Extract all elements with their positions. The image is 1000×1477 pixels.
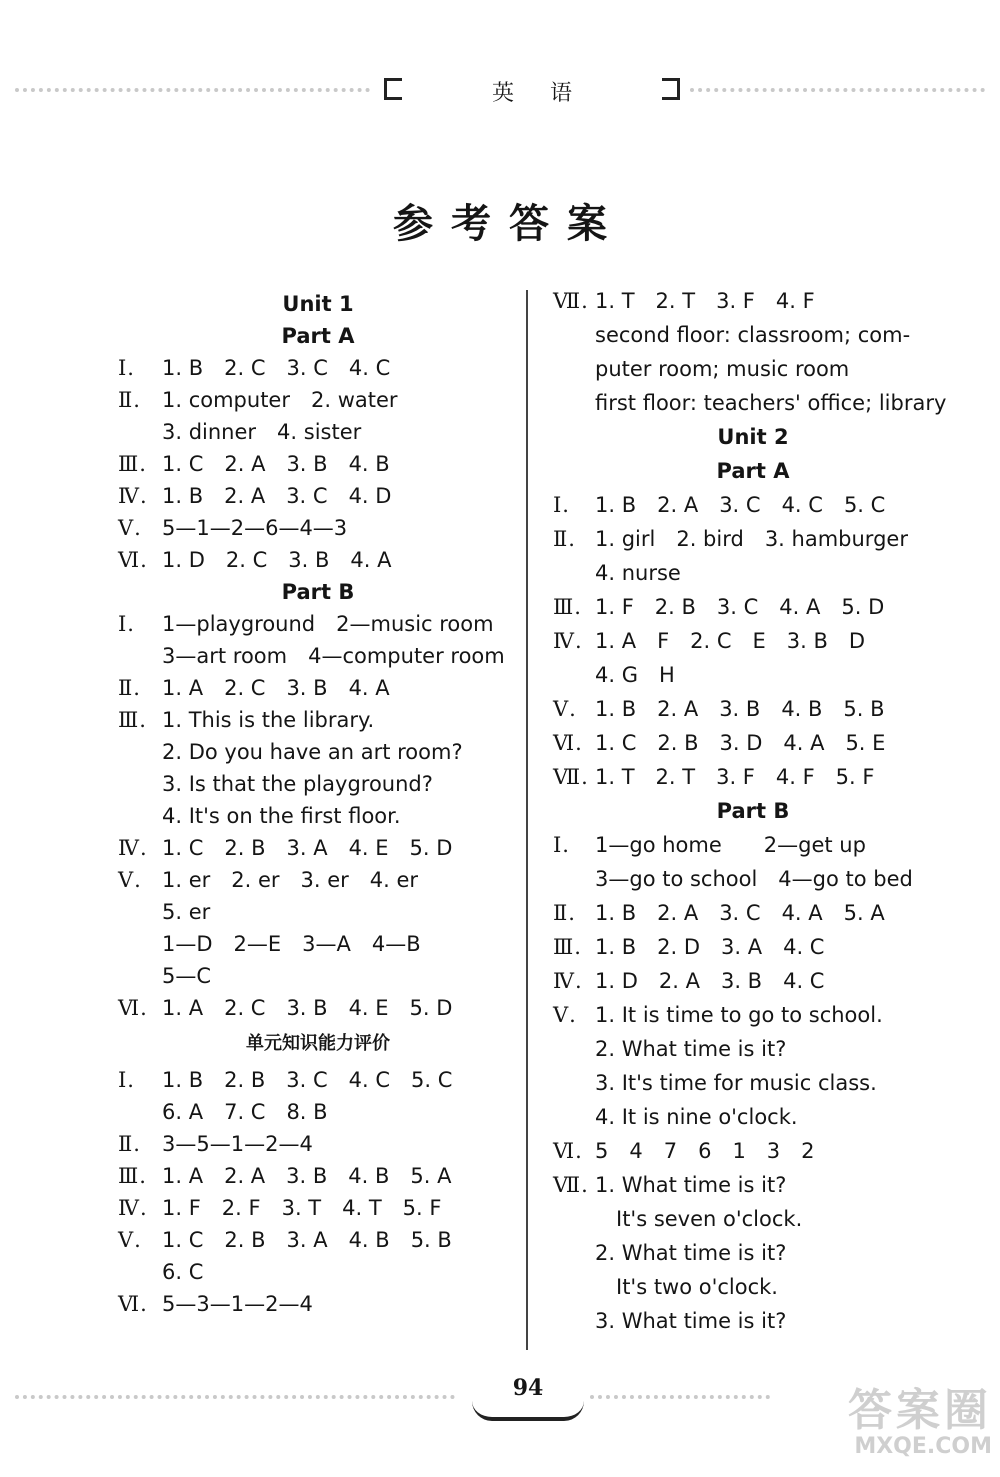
- answer-text: first floor: teachers' office; library: [595, 391, 947, 415]
- question-number: Ⅰ.: [118, 1068, 135, 1092]
- answer-line: [553, 658, 953, 692]
- answer-text: 3—art room 4—computer room: [162, 644, 505, 668]
- question-number: Ⅶ.: [553, 1173, 589, 1197]
- question-number: Ⅵ.: [553, 731, 583, 755]
- watermark-top-text: 答案圈: [848, 1385, 992, 1436]
- answer-text: 1—D 2—E 3—A 4—B: [162, 932, 421, 956]
- answer-text: 1. C 2. B 3. D 4. A 5. E: [595, 731, 886, 755]
- answer-text: 6. A 7. C 8. B: [162, 1100, 328, 1124]
- question-number: Ⅱ.: [553, 901, 576, 925]
- answer-text: 3—go to school 4—go to bed: [595, 867, 913, 891]
- question-number: Ⅵ.: [553, 1139, 583, 1163]
- answer-line: [553, 1202, 953, 1236]
- answer-line: [118, 416, 518, 448]
- question-number: Ⅵ.: [118, 1292, 148, 1316]
- answer-text: 3. It's time for music class.: [595, 1071, 877, 1095]
- answer-line: [553, 828, 953, 862]
- question-number: Ⅲ.: [118, 452, 147, 476]
- answer-line: [118, 1256, 518, 1288]
- page-header: [0, 60, 1000, 120]
- answer-text: 1. girl 2. bird 3. hamburger: [595, 527, 908, 551]
- answer-line: [118, 1192, 518, 1224]
- answer-text: 4. G H: [595, 663, 675, 687]
- question-number: Ⅲ.: [118, 1164, 147, 1188]
- question-number: Ⅴ.: [118, 1228, 142, 1252]
- answer-line: [553, 488, 953, 522]
- answer-text: 1. C 2. B 3. A 4. B 5. B: [162, 1228, 452, 1252]
- answer-line: [553, 1236, 953, 1270]
- answer-text: 3. What time is it?: [595, 1309, 787, 1333]
- answer-line: [118, 1224, 518, 1256]
- answer-line: [553, 522, 953, 556]
- question-number: Ⅰ.: [553, 493, 570, 517]
- answer-line: [118, 352, 518, 384]
- answer-line: [553, 726, 953, 760]
- answer-line: [118, 608, 518, 640]
- answer-line: [553, 930, 953, 964]
- section-heading: Part B: [716, 799, 790, 823]
- answer-line: [553, 862, 953, 896]
- answer-text: 1. D 2. A 3. B 4. C: [595, 969, 825, 993]
- footer-dots-left: [15, 1395, 455, 1399]
- answer-line: [553, 998, 953, 1032]
- answer-line: [553, 624, 953, 658]
- answer-text: 3. Is that the playground?: [162, 772, 433, 796]
- question-number: Ⅵ.: [118, 996, 148, 1020]
- answer-line: [118, 768, 518, 800]
- answer-line: [118, 704, 518, 736]
- question-number: Ⅴ.: [553, 697, 577, 721]
- question-number: Ⅶ.: [553, 289, 589, 313]
- answer-line: [118, 736, 518, 768]
- right-answer-column: [553, 284, 953, 1338]
- answer-text: 1. It is time to go to school.: [595, 1003, 883, 1027]
- banner-bracket-right-icon: [662, 78, 680, 100]
- question-number: Ⅱ.: [553, 527, 576, 551]
- answer-line: [553, 1100, 953, 1134]
- answer-text: 1. A 2. C 3. B 4. A: [162, 676, 390, 700]
- column-divider: [526, 290, 528, 1350]
- answer-line: [118, 640, 518, 672]
- question-number: Ⅲ.: [553, 935, 582, 959]
- watermark-logo: [782, 1387, 992, 1459]
- answer-line: [118, 896, 518, 928]
- answer-line: [118, 1128, 518, 1160]
- answer-line: [553, 896, 953, 930]
- answer-line: [118, 448, 518, 480]
- answer-line: [118, 864, 518, 896]
- answer-text: second floor: classroom; com-: [595, 323, 911, 347]
- answer-line: [553, 318, 953, 352]
- answer-line: [118, 1160, 518, 1192]
- answer-text: 1. B 2. C 3. C 4. C: [162, 356, 391, 380]
- answer-line: [118, 928, 518, 960]
- answer-text: 1. B 2. A 3. B 4. B 5. B: [595, 697, 885, 721]
- question-number: Ⅰ.: [118, 356, 135, 380]
- answer-text: 1. This is the library.: [162, 708, 375, 732]
- question-number: Ⅴ.: [118, 516, 142, 540]
- left-answer-column: [118, 288, 518, 1320]
- section-heading: Part A: [281, 324, 355, 348]
- answer-text: 2. What time is it?: [595, 1241, 787, 1265]
- answer-text: 1. D 2. C 3. B 4. A: [162, 548, 392, 572]
- answer-line: [553, 590, 953, 624]
- page-number: 94: [512, 1375, 544, 1401]
- header-dots-left: [15, 88, 370, 92]
- watermark-bottom-text: MXQE.COM: [854, 1434, 992, 1459]
- answer-text: 5—3—1—2—4: [162, 1292, 313, 1316]
- question-number: Ⅳ.: [553, 629, 583, 653]
- answer-text: 1. A 2. A 3. B 4. B 5. A: [162, 1164, 452, 1188]
- answer-text: 1. F 2. B 3. C 4. A 5. D: [595, 595, 885, 619]
- answer-line: [118, 672, 518, 704]
- answer-text: 1. A 2. C 3. B 4. E 5. D: [162, 996, 453, 1020]
- page-footer: [0, 1375, 1000, 1459]
- answer-text: 1. F 2. F 3. T 4. T 5. F: [162, 1196, 442, 1220]
- question-number: Ⅱ.: [118, 1132, 141, 1156]
- question-number: Ⅳ.: [553, 969, 583, 993]
- answer-line: [553, 556, 953, 590]
- question-number: Ⅲ.: [553, 595, 582, 619]
- answer-text: 5—C: [162, 964, 212, 988]
- answer-text: 1. computer 2. water: [162, 388, 398, 412]
- answer-line: [553, 1304, 953, 1338]
- question-number: Ⅳ.: [118, 836, 148, 860]
- answer-text: 1. B 2. A 3. C 4. C 5. C: [595, 493, 886, 517]
- answer-text: It's two o'clock.: [595, 1275, 778, 1299]
- answer-line: [118, 512, 518, 544]
- answer-text: 1. T 2. T 3. F 4. F 5. F: [595, 765, 875, 789]
- section-heading: Part A: [716, 459, 790, 483]
- question-number: Ⅱ.: [118, 388, 141, 412]
- question-number: Ⅰ.: [118, 612, 135, 636]
- answer-line: [553, 760, 953, 794]
- answer-text: 1. B 2. A 3. C 4. D: [162, 484, 392, 508]
- section-heading: Unit 2: [717, 425, 789, 449]
- answer-text: 4. It is nine o'clock.: [595, 1105, 798, 1129]
- subject-banner: [384, 74, 680, 104]
- question-number: Ⅴ.: [553, 1003, 577, 1027]
- answer-text: 4. It's on the first floor.: [162, 804, 401, 828]
- answer-text: 1. er 2. er 3. er 4. er: [162, 868, 419, 892]
- subject-label: 英语: [491, 81, 608, 106]
- answer-line: [118, 480, 518, 512]
- answer-text: 1. B 2. A 3. C 4. A 5. A: [595, 901, 885, 925]
- question-number: Ⅳ.: [118, 484, 148, 508]
- header-dots-right: [690, 88, 985, 92]
- answer-line: [118, 1096, 518, 1128]
- answer-text: 2. Do you have an art room?: [162, 740, 463, 764]
- section-heading: 单元知识能力评价: [246, 1033, 390, 1054]
- answer-text: 4. nurse: [595, 561, 681, 585]
- question-number: Ⅰ.: [553, 833, 570, 857]
- question-number: Ⅵ.: [118, 548, 148, 572]
- question-number: Ⅳ.: [118, 1196, 148, 1220]
- answer-line: [553, 1134, 953, 1168]
- answer-line: [118, 960, 518, 992]
- answer-text: It's seven o'clock.: [595, 1207, 803, 1231]
- answer-text: 5 4 7 6 1 3 2: [595, 1139, 815, 1163]
- answer-line: [118, 1064, 518, 1096]
- question-number: Ⅴ.: [118, 868, 142, 892]
- answer-line: [553, 1168, 953, 1202]
- answer-line: [553, 1066, 953, 1100]
- answer-text: 5. er: [162, 900, 211, 924]
- answer-line: [553, 692, 953, 726]
- question-number: Ⅲ.: [118, 708, 147, 732]
- answer-text: 1. C 2. A 3. B 4. B: [162, 452, 390, 476]
- answer-line: [118, 832, 518, 864]
- footer-dots-right: [590, 1395, 770, 1399]
- answer-line: [118, 992, 518, 1024]
- answer-text: 1. C 2. B 3. A 4. E 5. D: [162, 836, 453, 860]
- answer-text: 1. What time is it?: [595, 1173, 787, 1197]
- answer-line: [553, 964, 953, 998]
- answer-text: 1. T 2. T 3. F 4. F: [595, 289, 815, 313]
- answer-line: [553, 386, 953, 420]
- page-title: 参考答案: [393, 200, 625, 247]
- section-heading: Unit 1: [282, 292, 354, 316]
- question-number: Ⅶ.: [553, 765, 589, 789]
- section-heading: Part B: [281, 580, 355, 604]
- answer-line: [118, 800, 518, 832]
- answer-line: [553, 352, 953, 386]
- answer-text: 3. dinner 4. sister: [162, 420, 362, 444]
- answer-text: 1. B 2. B 3. C 4. C 5. C: [162, 1068, 453, 1092]
- page-number-swoosh-icon: [472, 1401, 584, 1421]
- answer-text: 5—1—2—6—4—3: [162, 516, 348, 540]
- answer-text: 1—playground 2—music room: [162, 612, 494, 636]
- answer-line: [118, 384, 518, 416]
- answer-text: 1. B 2. D 3. A 4. C: [595, 935, 825, 959]
- answer-line: [118, 544, 518, 576]
- answer-line: [553, 284, 953, 318]
- answer-line: [553, 1270, 953, 1304]
- question-number: Ⅱ.: [118, 676, 141, 700]
- answer-text: 2. What time is it?: [595, 1037, 787, 1061]
- answer-text: 3—5—1—2—4: [162, 1132, 313, 1156]
- answer-line: [118, 1288, 518, 1320]
- answer-text: 1—go home 2—get up: [595, 833, 866, 857]
- answer-text: 1. A F 2. C E 3. B D: [595, 629, 866, 653]
- answer-line: [553, 1032, 953, 1066]
- answer-text: puter room; music room: [595, 357, 850, 381]
- answer-text: 6. C: [162, 1260, 204, 1284]
